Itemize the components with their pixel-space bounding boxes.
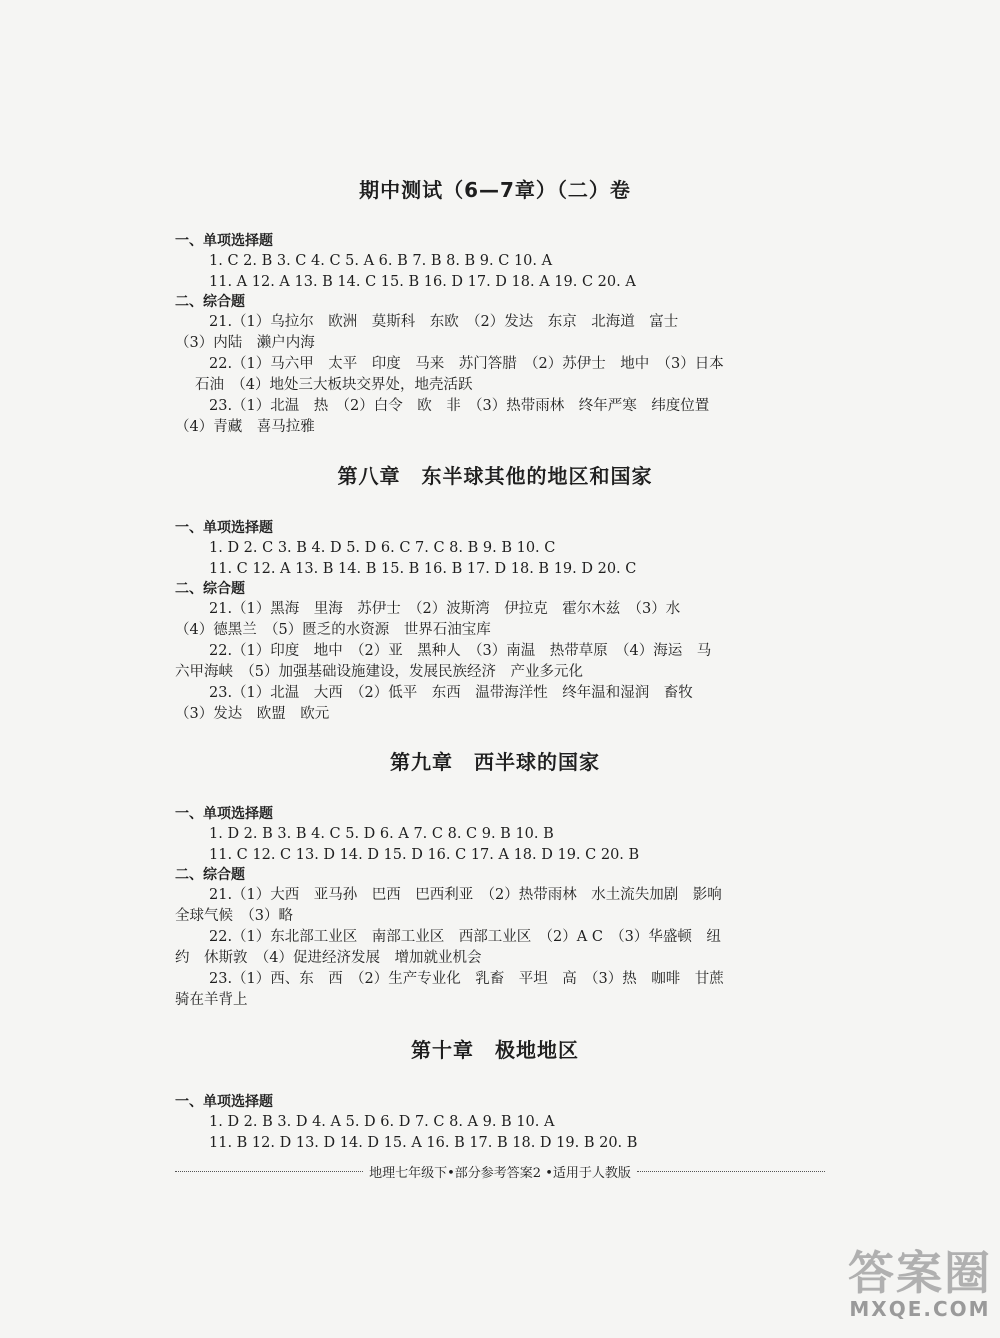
watermark-logo [848, 1248, 992, 1320]
section-title: 第八章 东半球其他的地区和国家 [337, 464, 653, 488]
answer-line: （4）青藏 喜马拉雅 [175, 419, 315, 435]
subheading-choice: 一、单项选择题 [175, 233, 273, 249]
subheading-comprehensive: 二、综合题 [175, 867, 245, 883]
answer-line: 21.（1）黑海 里海 苏伊士 （2）波斯湾 伊拉克 霍尔木兹 （3）水 [209, 601, 681, 617]
answer-line: 石油 （4）地处三大板块交界处，地壳活跃 [195, 377, 473, 393]
answer-line: 11. C 12. A 13. B 14. B 15. B 16. B 17. D 18. B 19. D 20. C [209, 561, 637, 577]
subheading-choice: 一、单项选择题 [175, 1094, 273, 1110]
answer-line: 22.（1）印度 地中 （2）亚 黑种人 （3）南温 热带草原 （4）海运 马 [209, 643, 712, 659]
answer-line: 11. B 12. D 13. D 14. D 15. A 16. B 17. B 18. D 19. B 20. B [209, 1135, 638, 1151]
answer-line: 约 休斯敦 （4）促进经济发展 增加就业机会 [175, 950, 482, 966]
answer-line: （4）德黑兰 （5）匮乏的水资源 世界石油宝库 [175, 622, 491, 638]
answer-line: 11. C 12. C 13. D 14. D 15. D 16. C 17. A 18. D 19. C 20. B [209, 847, 640, 863]
answer-line: 11. A 12. A 13. B 14. C 15. B 16. D 17. D 18. A 19. C 20. A [209, 274, 636, 290]
subheading-comprehensive: 二、综合题 [175, 294, 245, 310]
section-title: 第十章 极地地区 [411, 1038, 579, 1062]
answer-line: 23.（1）西、东 西 （2）生产专业化 乳畜 平坦 高 （3）热 咖啡 甘蔗 [209, 971, 724, 987]
answer-line: 21.（1）大西 亚马孙 巴西 巴西利亚 （2）热带雨林 水土流失加剧 影响 [209, 887, 722, 903]
answer-line: 21.（1）乌拉尔 欧洲 莫斯科 东欧 （2）发达 东京 北海道 富士 [209, 314, 679, 330]
section-title: 第九章 西半球的国家 [390, 750, 600, 774]
section-midterm [175, 174, 815, 438]
answer-line: 22.（1）马六甲 太平 印度 马来 苏门答腊 （2）苏伊士 地中 （3）日本 [209, 356, 724, 372]
subheading-comprehensive: 二、综合题 [175, 581, 245, 597]
answer-line: 1. C 2. B 3. C 4. C 5. A 6. B 7. B 8. B 9. C 10. A [209, 253, 553, 269]
answer-line: 全球气候 （3）略 [175, 908, 293, 924]
watermark-url: MXQE.COM [849, 1297, 991, 1321]
answer-line: 23.（1）北温 大西 （2）低平 东西 温带海洋性 终年温和湿润 畜牧 [209, 685, 693, 701]
answer-line: 22.（1）东北部工业区 南部工业区 西部工业区 （2）A C （3）华盛顿 纽 [209, 929, 721, 945]
section-chapter-8 [175, 460, 815, 725]
answer-line: 1. D 2. C 3. B 4. D 5. D 6. C 7. C 8. B 9. B 10. C [209, 540, 556, 556]
answer-line: 1. D 2. B 3. B 4. C 5. D 6. A 7. C 8. C 9. B 10. B [209, 826, 554, 842]
answer-line: （3）内陆 濑户内海 [175, 335, 315, 351]
answer-line: （3）发达 欧盟 欧元 [175, 706, 330, 722]
section-title: 期中测试（6—7章）（二）卷 [359, 178, 631, 202]
footer-divider [175, 1171, 363, 1172]
subheading-choice: 一、单项选择题 [175, 520, 273, 536]
answer-line: 1. D 2. B 3. D 4. A 5. D 6. D 7. C 8. A 9. B 10. A [209, 1114, 555, 1130]
page-footer [175, 1162, 825, 1181]
footer-text: 地理七年级下•部分参考答案2 •适用于人教版 [369, 1166, 631, 1181]
watermark-text: 答案圈 [848, 1246, 992, 1300]
section-chapter-10 [175, 1034, 815, 1154]
footer-divider [637, 1171, 825, 1172]
subheading-choice: 一、单项选择题 [175, 806, 273, 822]
section-chapter-9 [175, 746, 815, 1011]
answer-line: 六甲海峡 （5）加强基础设施建设，发展民族经济 产业多元化 [175, 664, 583, 680]
answer-line: 23.（1）北温 热 （2）白令 欧 非 （3）热带雨林 终年严寒 纬度位置 [209, 398, 710, 414]
answer-line: 骑在羊背上 [175, 992, 248, 1008]
